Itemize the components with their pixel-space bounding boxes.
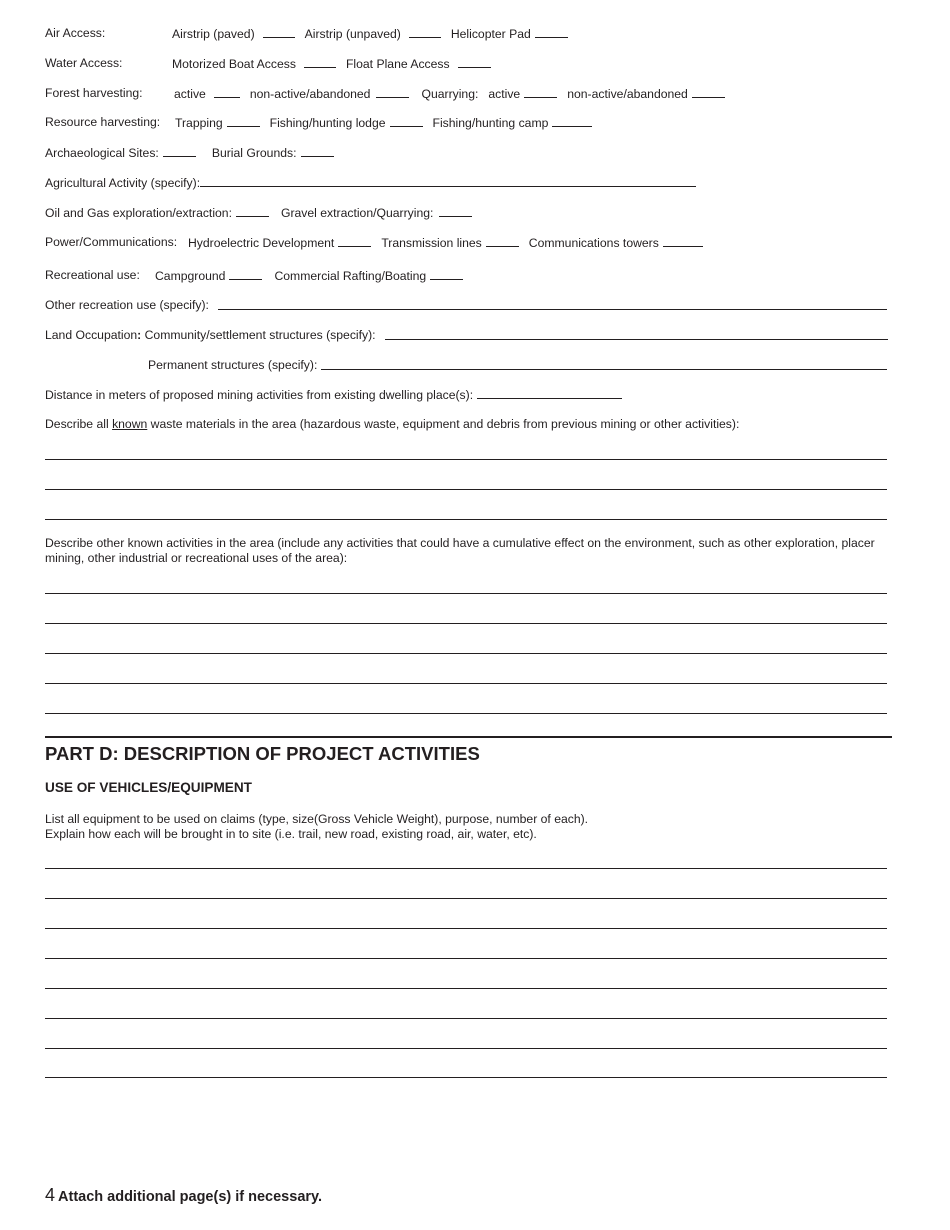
quarry-abandoned-blank[interactable]: [692, 86, 725, 98]
resource-harvesting-options: [175, 115, 596, 130]
motorized-boat-label: Motorized Boat Access: [172, 57, 296, 71]
community-structures-label: Community/settlement structures (specify):: [144, 328, 376, 342]
transmission-lines-label: Transmission lines: [381, 236, 482, 250]
airstrip-paved-label: Airstrip (paved): [172, 27, 255, 41]
land-occupation-colon: :: [137, 328, 142, 342]
motorized-boat-blank[interactable]: [304, 56, 336, 68]
campground-blank[interactable]: [229, 268, 262, 280]
burial-grounds-blank[interactable]: [301, 145, 334, 157]
distance-row: [45, 387, 626, 402]
archaeological-row: [45, 145, 338, 160]
quarry-active-label: active: [488, 87, 521, 101]
agricultural-activity-label: Agricultural Activity (specify):: [45, 176, 201, 190]
equipment-answer-line[interactable]: [45, 868, 887, 869]
waste-materials-prompt: [45, 417, 739, 431]
waste-answer-line[interactable]: [45, 459, 887, 460]
airstrip-paved-blank[interactable]: [263, 26, 295, 38]
power-comms-label: Power/Communications:: [45, 235, 178, 249]
page-number: 4: [45, 1185, 56, 1205]
air-access-options: [172, 26, 572, 41]
other-activities-answer-line[interactable]: [45, 593, 887, 594]
commercial-rafting-blank[interactable]: [430, 268, 463, 280]
other-activities-answer-line[interactable]: [45, 713, 887, 714]
hydroelectric-blank[interactable]: [338, 235, 371, 247]
agricultural-row: [45, 175, 700, 190]
other-activities-answer-line[interactable]: [45, 623, 887, 624]
forest-abandoned-blank[interactable]: [376, 86, 409, 98]
helicopter-pad-blank[interactable]: [535, 26, 568, 38]
gravel-extraction-blank[interactable]: [439, 205, 472, 217]
forest-active-blank[interactable]: [214, 86, 240, 98]
waste-prompt-end: waste materials in the area (hazardous waste, equipment and debris from previous mining or other activities):: [147, 417, 740, 431]
attach-pages-note: Attach additional page(s) if necessary.: [58, 1189, 323, 1205]
agricultural-activity-blank[interactable]: [200, 175, 696, 187]
air-access-label: Air Access:: [45, 26, 106, 40]
equipment-answer-line[interactable]: [45, 958, 887, 959]
burial-grounds-label: Burial Grounds:: [211, 146, 297, 160]
equipment-answer-line[interactable]: [45, 1018, 887, 1019]
trapping-blank[interactable]: [227, 115, 260, 127]
equipment-instruction-1: List all equipment to be used on claims (type, size(Gross Vehicle Weight), purpose, number of each).: [45, 812, 589, 826]
communications-towers-blank[interactable]: [663, 235, 703, 247]
fishing-lodge-label: Fishing/hunting lodge: [269, 116, 386, 130]
other-recreation-blank[interactable]: [218, 309, 887, 310]
waste-answer-line[interactable]: [45, 519, 887, 520]
forest-abandoned-label: non-active/abandoned: [249, 87, 371, 101]
equipment-answer-line[interactable]: [45, 898, 887, 899]
airstrip-unpaved-blank[interactable]: [409, 26, 441, 38]
vehicles-equipment-heading: USE OF VEHICLES/EQUIPMENT: [45, 780, 252, 795]
distance-label: Distance in meters of proposed mining activities from existing dwelling place(s):: [45, 388, 474, 402]
campground-label: Campground: [155, 269, 226, 283]
equipment-instruction-2: Explain how each will be brought in to site (i.e. trail, new road, existing road, air, water, etc).: [45, 827, 537, 841]
quarrying-label: Quarrying:: [421, 87, 479, 101]
fishing-camp-label: Fishing/hunting camp: [432, 116, 549, 130]
oil-gas-row: [45, 205, 476, 220]
recreational-use-options: [155, 268, 467, 283]
equipment-answer-line[interactable]: [45, 988, 887, 989]
equipment-answer-line[interactable]: [45, 1048, 887, 1049]
other-recreation-label: Other recreation use (specify):: [45, 298, 209, 312]
hydroelectric-label: Hydroelectric Development: [188, 236, 335, 250]
part-d-title: PART D: DESCRIPTION OF PROJECT ACTIVITIES: [45, 743, 480, 764]
recreational-use-label: Recreational use:: [45, 268, 140, 282]
trapping-label: Trapping: [175, 116, 223, 130]
equipment-answer-line[interactable]: [45, 1077, 887, 1078]
water-access-label: Water Access:: [45, 56, 123, 70]
quarry-active-blank[interactable]: [524, 86, 557, 98]
equipment-answer-line[interactable]: [45, 928, 887, 929]
page-footer: [45, 1184, 322, 1208]
communications-towers-label: Communications towers: [528, 236, 659, 250]
forest-harvesting-options: [174, 86, 729, 101]
commercial-rafting-label: Commercial Rafting/Boating: [274, 269, 427, 283]
land-occupation-row: [45, 328, 376, 342]
fishing-lodge-blank[interactable]: [390, 115, 423, 127]
section-divider: [45, 736, 892, 738]
community-structures-blank[interactable]: [385, 339, 888, 340]
float-plane-blank[interactable]: [458, 56, 491, 68]
waste-answer-line[interactable]: [45, 489, 887, 490]
water-access-options: [172, 56, 495, 71]
permanent-structures-label: Permanent structures (specify):: [148, 358, 318, 372]
land-occupation-label: Land Occupation: [45, 328, 138, 342]
forest-active-label: active: [174, 87, 206, 101]
waste-prompt-known: known: [112, 417, 148, 431]
transmission-lines-blank[interactable]: [486, 235, 519, 247]
other-activities-answer-line[interactable]: [45, 683, 887, 684]
gravel-extraction-label: Gravel extraction/Quarrying:: [280, 206, 434, 220]
quarry-abandoned-label: non-active/abandoned: [567, 87, 688, 101]
power-comms-options: [188, 235, 707, 250]
forest-harvesting-label: Forest harvesting:: [45, 86, 143, 100]
helicopter-pad-label: Helicopter Pad: [450, 27, 531, 41]
oil-gas-label: Oil and Gas exploration/extraction:: [45, 206, 232, 220]
airstrip-unpaved-label: Airstrip (unpaved): [304, 27, 401, 41]
other-activities-answer-line[interactable]: [45, 653, 887, 654]
other-activities-prompt: Describe other known activities in the area (include any activities that could have a cumulative effect on the environment, such as other exploration, placer mining, other industrial or recreational uses of the area):: [45, 536, 875, 565]
resource-harvesting-label: Resource harvesting:: [45, 115, 161, 129]
permanent-structures-blank[interactable]: [321, 369, 887, 370]
fishing-camp-blank[interactable]: [552, 115, 592, 127]
oil-gas-blank[interactable]: [236, 205, 269, 217]
float-plane-label: Float Plane Access: [345, 57, 450, 71]
distance-blank[interactable]: [477, 387, 622, 399]
archaeological-sites-blank[interactable]: [163, 145, 196, 157]
waste-prompt-start: Describe all: [45, 417, 113, 431]
archaeological-sites-label: Archaeological Sites:: [45, 146, 159, 160]
